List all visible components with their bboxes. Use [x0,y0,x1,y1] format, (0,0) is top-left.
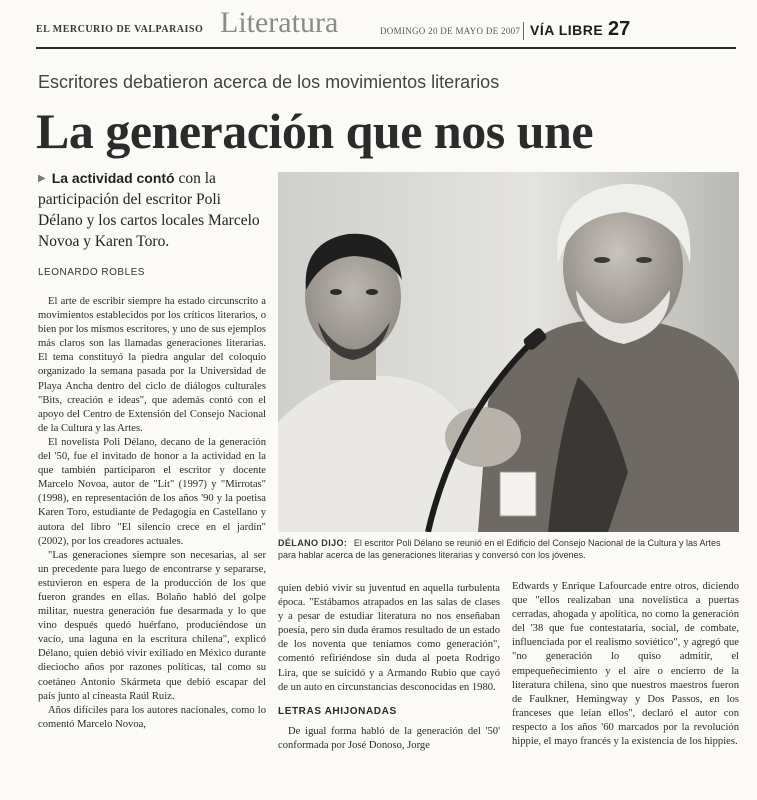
deck-arrow-icon: ▶ [38,173,46,184]
paragraph: El novelista Poli Délano, decano de la generación del '50, fue el invitado de honor a la actividad en la que también participaron el escritor y docente Marcelo Novoa, autor de "Lit" (1997) y "Mirrotas" (1998), en representación de los años '90 y la poetisa Karen Toro, estudiante de Pedagogía en Castellano y autora del libro "El silencio crece en el jardín" (2002), por los creadores actuales. [38,436,266,547]
article-photo [278,172,739,532]
masthead-rule [36,47,736,49]
kicker: Escritores debatieron acerca de los movimientos literarios [38,72,500,92]
headline: La generación que nos une [36,103,594,159]
article-column-3 [512,580,739,794]
masthead-divider [523,22,524,40]
paragraph: Años difíciles para los autores nacionales, como lo comentó Marcelo Novoa, [38,704,266,730]
paragraph: De igual forma habló de la generación del '50' conformada por José Donoso, Jorge [278,725,500,751]
paragraph: "Las generaciones siempre son necesarias, al ser un precedente para luego de encontrarse y separarse, estuvieron en espera de la producción de los que fueron grandes en ellas. Bolaño habló del golpe militar, nuestra generación fue desarmada y lo que vino después quedó huérfano, produciéndose un vacío, una laguna en la escritura chilena", explicó Délano, quien debió vivir exiliado en México durante dieciocho años por razones políticas, tal como su coetáneo Antonio Skármeta que debió escapar del país junto al cineasta Raúl Ruiz. [38,549,266,702]
page-number: 27 [608,18,631,40]
paragraph: Edwards y Enrique Lafourcade entre otros, diciendo que "ellos realizaban una novelística a puertas cerradas, ahogada y apolítica, no como la generación del '38 que fue contestataria, social, de combate, influenciada por el realismo soviético", y agregó que "no generación lo quiso admitir, el empequeñecimiento y el aire o encierro de la literatura chilena, sino que nuestros maestros fueron de Faulkner, Hemingway y Dos Passos, en los franceses que leían ellos", declaró el autor con respecto a los años '60 marcados por la revolución hippie, el mayo francés y la existencia de los hippies. [512,581,739,748]
section-title: Literatura [220,6,339,39]
caption-label: DÉLANO DIJO: [278,538,348,548]
supplement-name: VÍA LIBRE [530,22,604,38]
subhead: LETRAS AHIJONADAS [278,705,397,717]
byline: LEONARDO ROBLES [38,267,145,278]
deck-text: con la participación del escritor Poli Délano y los cartos locales Marcelo Novoa y Karen Toro. [38,170,260,250]
newspaper-name: EL MERCURIO DE VALPARAISO [36,24,204,35]
article-column-2 [278,582,500,794]
caption-text: El escritor Poli Délano se reunió en el Edificio del Consejo Nacional de la Cultura y las Artes para hablar acerca de las generaciones literarias y conversó con los jóvenes. [278,538,721,560]
paragraph: El arte de escribir siempre ha estado circunscrito a movimientos establecidos por los críticos literarios, o bien por los mismos escritores, y uno de sus ejemplos más claros son las llamadas generaciones literarias. El tema constituyó la piedra angular del coloquio organizado la semana pasada por la Universidad de Playa Ancha dentro del ciclo de diálogos culturales "Bits, creación e ideas", que además contó con el apoyo del Centro de Extensión del Consejo Nacional de la Cultura y las Artes. [38,296,266,434]
masthead [36,6,736,46]
article-column-1 [38,295,266,795]
issue-date: DOMINGO 20 DE MAYO DE 2007 [380,26,521,36]
photo-caption [278,537,739,561]
deck [38,168,268,252]
photo-illustration [278,172,739,532]
deck-lead: La actividad contó [51,170,175,186]
paragraph: quien debió vivir su juventud en aquella turbulenta época. "Estábamos atrapados en las salas de clases y a pesar de estudiar literatura no nos enseñaban poesía, pero sin duda éramos resultado de un estado de los noventa que teníamos como generación", comentó refiriéndose sin duda al poeta Rodrigo Lira, que se suicidó y a Armando Rubio que cayó de un auto en circunstancias desconocidas en 1980. [278,583,500,693]
